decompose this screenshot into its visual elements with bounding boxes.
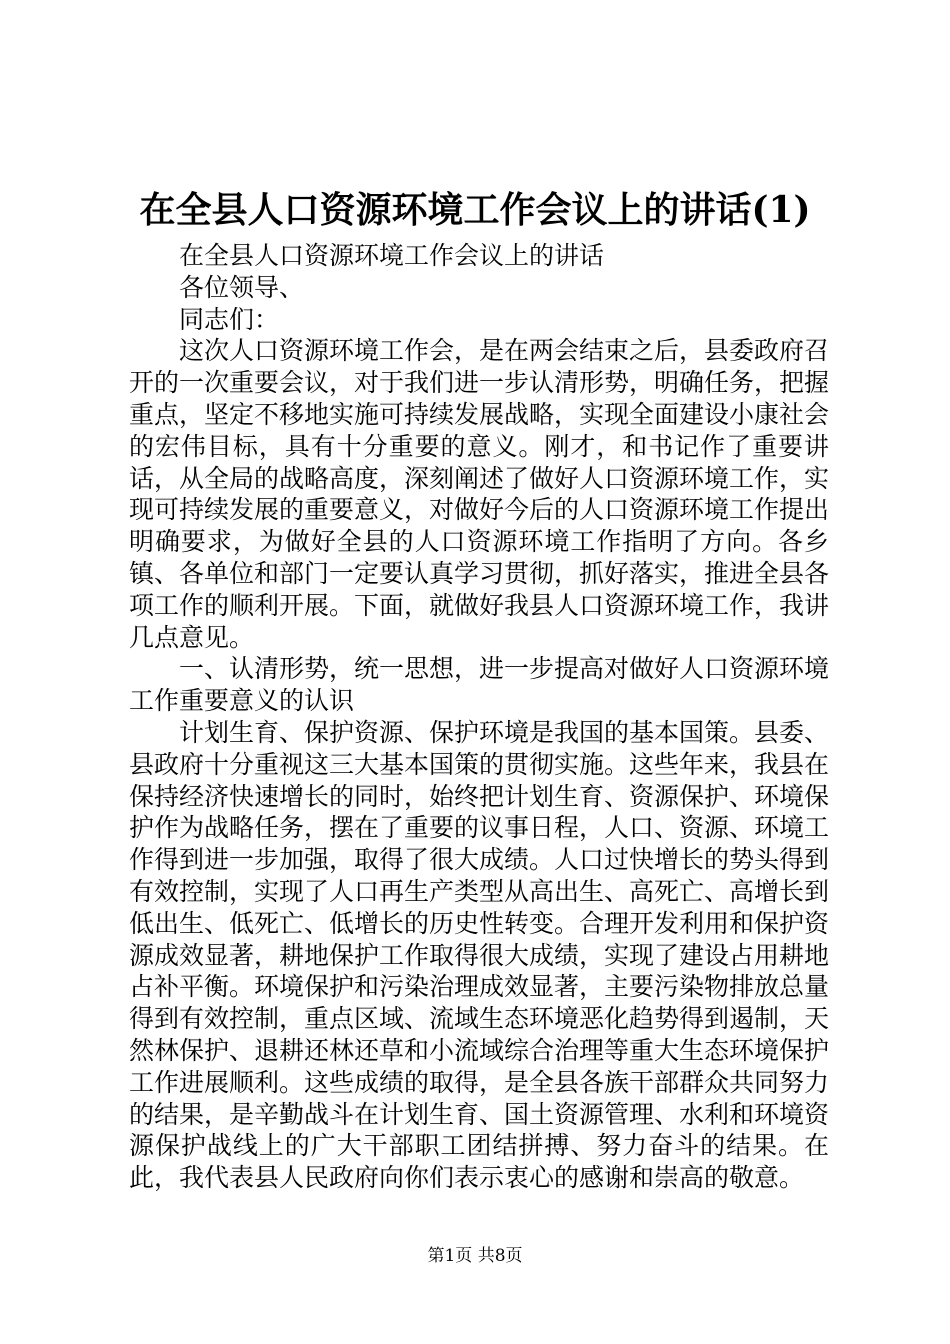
document-body	[129, 240, 829, 1194]
subtitle-paragraph: 在全县人口资源环境工作会议上的讲话	[179, 241, 605, 270]
salutation-line-2: 同志们：	[179, 304, 280, 334]
section-heading: 一、认清形势，统一思想，进一步提高对做好人口资源环境工作重要意义的认识	[129, 654, 830, 716]
salutation-line-1: 各位领导、	[179, 272, 305, 302]
page-number-footer: 第1页 共8页	[427, 1246, 523, 1266]
body-paragraph: 计划生育、保护资源、保护环境是我国的基本国策。县委、县政府十分重视这三大基本国策的贯彻实施。这些年来，我县在保持经济快速增长的同时，始终把计划生育、资源保护、环境保护作为战略任务，摆在了重要的议事日程，人口、资源、环境工作得到进一步加强，取得了很大成绩。人口过快增长的势头得到有效控制，实现了人口再生产类型从高出生、高死亡、高增长到低出生、低死亡、低增长的历史性转变。合理开发利用和保护资源成效显著，耕地保护工作取得很大成绩，实现了建设占用耕地占补平衡。环境保护和污染治理成效显著，主要污染物排放总量得到有效控制，重点区域、流域生态环境恶化趋势得到遏制，天然林保护、退耕还林还草和小流域综合治理等重大生态环境保护工作进展顺利。这些成绩的取得，是全县各族干部群众共同努力的结果，是辛勤战斗在计划生育、国土资源管理、水利和环境资源保护战线上的广大干部职工团结拼搏、努力奋斗的结果。在此，我代表县人民政府向你们表示衷心的感谢和崇高的敬意。	[129, 717, 830, 1193]
document-title: 在全县人口资源环境工作会议上的讲话(1)	[139, 189, 811, 231]
body-paragraph: 这次人口资源环境工作会，是在两会结束之后，县委政府召开的一次重要会议，对于我们进一步认清形势，明确任务，把握重点，坚定不移地实施可持续发展战略，实现全面建设小康社会的宏伟目标，具有十分重要的意义。刚才，和书记作了重要讲话，从全局的战略高度，深刻阐述了做好人口资源环境工作，实现可持续发展的重要意义，对做好今后的人口资源环境工作提出明确要求，为做好全县的人口资源环境工作指明了方向。各乡镇、各单位和部门一定要认真学习贯彻，抓好落实，推进全县各项工作的顺利开展。下面，就做好我县人口资源环境工作，我讲几点意见。	[129, 336, 830, 652]
